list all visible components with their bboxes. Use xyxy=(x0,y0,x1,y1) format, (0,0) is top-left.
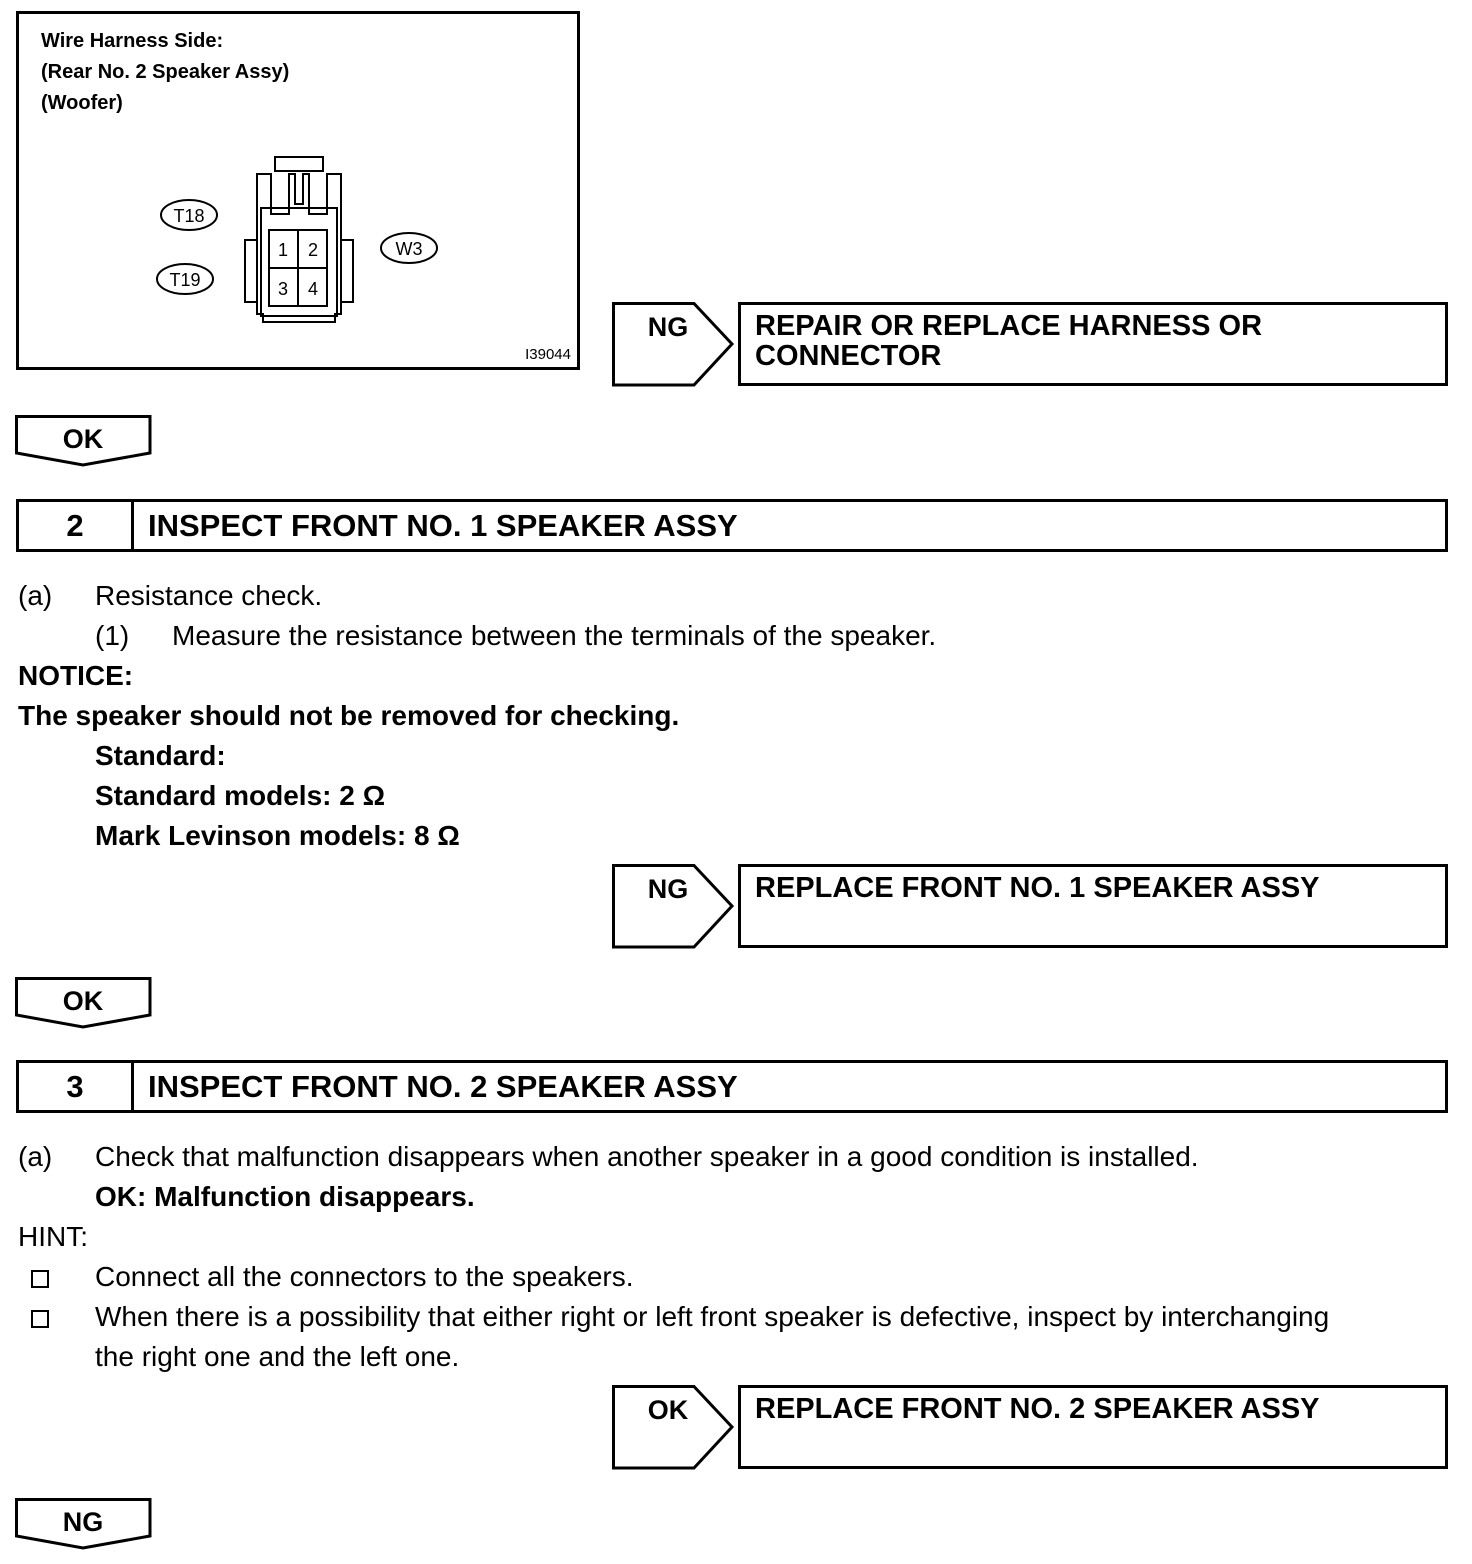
standard-label: Standard: xyxy=(95,740,226,771)
step-3-header xyxy=(16,1060,1448,1113)
step3-a-text: Check that malfunction disappears when another speaker in a good condition is installed. xyxy=(95,1141,1199,1172)
callout-t19-text: T19 xyxy=(169,270,201,290)
ng-label-1: NG xyxy=(647,312,689,342)
mark-levinson-models: Mark Levinson models: 8 Ω xyxy=(95,820,460,851)
connector-figure xyxy=(16,11,580,370)
step-2-header xyxy=(16,499,1448,552)
step2-sub1-label: (1) xyxy=(95,620,130,651)
step-3-title: INSPECT FRONT NO. 2 SPEAKER ASSY xyxy=(148,1068,738,1104)
step-2-number: 2 xyxy=(19,502,134,549)
pin-3: 3 xyxy=(277,279,289,299)
callout-t18-text: T18 xyxy=(173,206,205,226)
ng-result-1-line1: REPAIR OR REPLACE HARNESS OR xyxy=(755,310,1263,342)
ng-result-1 xyxy=(738,302,1448,386)
hint-label: HINT: xyxy=(18,1221,88,1252)
pin-2: 2 xyxy=(307,240,319,260)
hint-1: Connect all the connectors to the speakers. xyxy=(95,1261,634,1292)
step-3-number: 3 xyxy=(19,1063,134,1110)
hint-2-line1: When there is a possibility that either right or left front speaker is defective, inspect by interchanging xyxy=(95,1301,1330,1332)
ok-tab-1: OK xyxy=(62,424,104,454)
ok-result-3: REPLACE FRONT NO. 2 SPEAKER ASSY xyxy=(738,1385,1448,1469)
figure-label-1: Wire Harness Side: xyxy=(41,30,224,52)
pin-1: 1 xyxy=(277,240,289,260)
step2-sub1-text: Measure the resistance between the terminals of the speaker. xyxy=(172,620,937,651)
notice-text: The speaker should not be removed for checking. xyxy=(18,700,680,731)
connector-drawing xyxy=(19,14,577,367)
ng-tab-3: NG xyxy=(62,1507,104,1537)
hint-2-line2: the right one and the left one. xyxy=(95,1341,460,1372)
ok-tab-2: OK xyxy=(62,986,104,1016)
bullet-box-icon xyxy=(31,1270,49,1288)
ng-result-1-line2: CONNECTOR xyxy=(755,340,942,372)
connector-latch xyxy=(275,157,323,171)
ok-label-3: OK xyxy=(647,1395,689,1425)
step3-ok-condition: OK: Malfunction disappears. xyxy=(95,1181,475,1212)
bullet-box-icon xyxy=(31,1310,49,1328)
step2-a-text: Resistance check. xyxy=(95,580,323,611)
callout-w3-text: W3 xyxy=(395,239,423,259)
figure-id: I39044 xyxy=(525,346,571,363)
figure-label-3: (Woofer) xyxy=(41,92,123,114)
notice-label: NOTICE: xyxy=(18,660,134,691)
standard-models: Standard models: 2 Ω xyxy=(95,780,386,811)
step3-a-label: (a) xyxy=(18,1141,53,1172)
ng-result-2: REPLACE FRONT NO. 1 SPEAKER ASSY xyxy=(738,864,1448,948)
figure-label-2: (Rear No. 2 Speaker Assy) xyxy=(41,61,290,83)
step2-a-label: (a) xyxy=(18,580,53,611)
pin-4: 4 xyxy=(307,279,319,299)
ng-label-2: NG xyxy=(647,874,689,904)
step-2-title: INSPECT FRONT NO. 1 SPEAKER ASSY xyxy=(148,507,738,543)
